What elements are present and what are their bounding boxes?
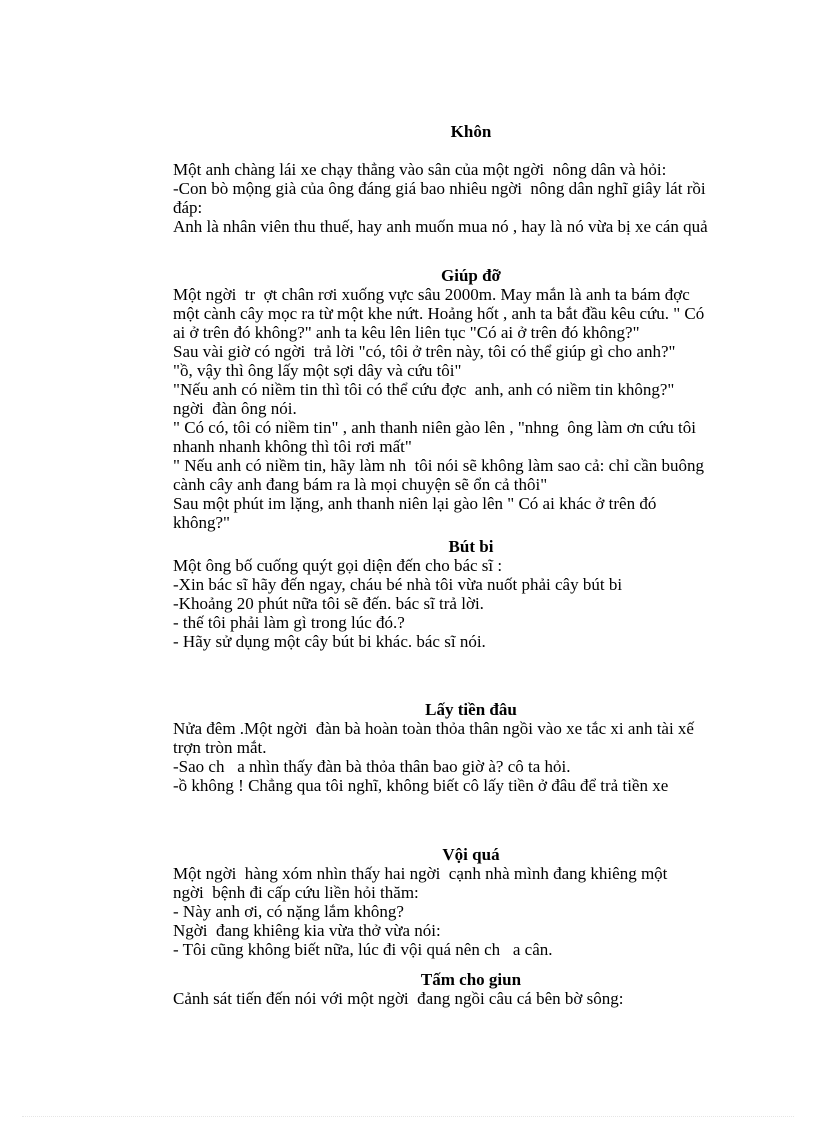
story-line: Sau một phút im lặng, anh thanh niên lại gào lên " Có ai khác ở trên đó [173, 494, 657, 513]
page-bottom-rule [22, 1116, 794, 1117]
story-khon [173, 122, 773, 236]
story-line: - thế tôi phải làm gì trong lúc đó.? [173, 613, 405, 632]
story-line: ngời đàn ông nói. [173, 399, 297, 418]
story-giup-do [173, 266, 773, 532]
story-line: đáp: [173, 198, 203, 217]
story-line: "Nếu anh có niềm tin thì tôi có thể cứu đợc anh, anh có niềm tin không?" [173, 380, 675, 399]
story-line: Một anh chàng lái xe chạy thẳng vào sân của một ngời nông dân và hỏi: [173, 160, 667, 179]
story-line: -Con bò mộng già của ông đáng giá bao nhiêu ngời nông dân nghĩ giây lát rồi [173, 179, 706, 198]
story-title: Khôn [450, 122, 492, 141]
story-title: Lấy tiền đâu [425, 700, 517, 719]
story-line: Một ngời hàng xóm nhìn thấy hai ngời cạnh nhà mình đang khiêng một [173, 864, 668, 883]
story-line: trợn tròn mắt. [173, 738, 267, 757]
story-line: cành cây anh đang bám ra là mọi chuyện sẽ ổn cả thôi" [173, 475, 548, 494]
story-line: Một ông bố cuống quýt gọi diện đến cho bác sĩ : [173, 556, 503, 575]
story-line: -Sao ch a nhìn thấy đàn bà thỏa thân bao giờ à? cô ta hỏi. [173, 757, 571, 776]
story-line: Ngời đang khiêng kia vừa thở vừa nói: [173, 921, 441, 940]
story-line: -Xin bác sĩ hãy đến ngay, cháu bé nhà tôi vừa nuốt phải cây bút bi [173, 575, 623, 594]
story-line: một cành cây mọc ra từ một khe nứt. Hoảng hốt , anh ta bắt đầu kêu cứu. " Có [173, 304, 705, 323]
story-line: -Khoảng 20 phút nữa tôi sẽ đến. bác sĩ trả lời. [173, 594, 484, 613]
story-line: " Nếu anh có niềm tin, hãy làm nh tôi nói sẽ không làm sao cả: chỉ cần buông [173, 456, 704, 475]
story-line: "ồ, vậy thì ông lấy một sợi dây và cứu tôi" [173, 361, 462, 380]
story-line: - Này anh ơi, có nặng lắm không? [173, 902, 404, 921]
story-title: Vội quá [442, 845, 500, 864]
story-line: không?" [173, 513, 230, 532]
story-line: ngời bệnh đi cấp cứu liền hỏi thăm: [173, 883, 419, 902]
story-but-bi [173, 537, 773, 651]
story-line: Nửa đêm .Một ngời đàn bà hoàn toàn thỏa thân ngồi vào xe tắc xi anh tài xế [173, 719, 694, 738]
story-title: Tấm cho giun [420, 970, 522, 989]
story-title: Bút bi [448, 537, 494, 556]
story-line: Anh là nhân viên thu thuế, hay anh muốn mua nó , hay là nó vừa bị xe cán quả [173, 217, 708, 236]
story-line: nhanh nhanh không thì tôi rơi mất" [173, 437, 412, 456]
story-line: " Có có, tôi có niềm tin" , anh thanh niên gào lên , "nhng ông làm ơn cứu tôi [173, 418, 696, 437]
story-lay-tien-dau [173, 700, 773, 795]
story-title: Giúp đỡ [441, 266, 501, 285]
story-line: Một ngời tr ợt chân rơi xuống vực sâu 2000m. May mắn là anh ta bám đợc [173, 285, 690, 304]
story-line: Sau vài giờ có ngời trả lời "có, tôi ở trên này, tôi có thể giúp gì cho anh?" [173, 342, 676, 361]
story-line: -ồ không ! Chẳng qua tôi nghĩ, không biết cô lấy tiền ở đâu để trả tiền xe [173, 776, 669, 795]
story-tam-cho-giun [173, 970, 773, 1008]
story-voi-qua [173, 845, 773, 959]
story-line: ai ở trên đó không?" anh ta kêu lên liên tục "Có ai ở trên đó không?" [173, 323, 640, 342]
story-line: Cảnh sát tiến đến nói với một ngời đang ngồi câu cá bên bờ sông: [173, 989, 624, 1008]
story-line: - Tôi cũng không biết nữa, lúc đi vội quá nên ch a cân. [173, 940, 553, 959]
story-line: - Hãy sử dụng một cây bút bi khác. bác sĩ nói. [173, 632, 486, 651]
